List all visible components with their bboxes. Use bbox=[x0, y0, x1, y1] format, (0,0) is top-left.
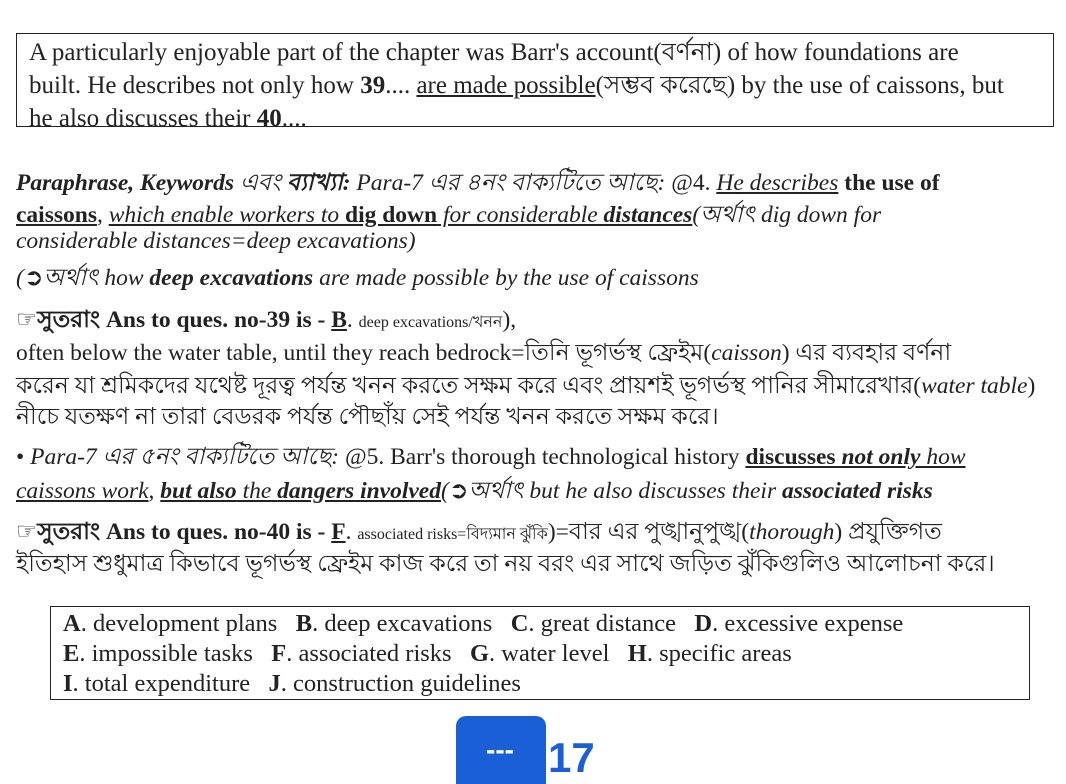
translation-line-1: often below the water table, until they reach bedrock=তিনি ভূগর্ভস্থ ফ্রেইম(caisson) এর ব্যবহার বর্ণনা bbox=[16, 340, 952, 366]
explanation-5-line-2: caissons work, but also the dangers involved(➲অর্থাৎ but he also discusses their associated risks bbox=[16, 476, 933, 504]
page-badge-text: --- bbox=[486, 734, 514, 765]
explanation-5-line-1: • Para-7 এর ৫নং বাক্যটিতে আছে: @5. Barr's thorough technological history discusses not only how bbox=[16, 444, 966, 470]
options-box bbox=[50, 606, 1030, 700]
option-E: E. impossible tasks bbox=[63, 640, 253, 667]
option-G: G. water level bbox=[469, 640, 610, 667]
options-row-2 bbox=[63, 639, 1017, 669]
blank-39: 39 bbox=[360, 72, 386, 99]
option-A: A. development plans bbox=[63, 610, 278, 637]
explanation-line-2: caissons, which enable workers to dig down for considerable distances(অর্থাৎ dig down for bbox=[16, 202, 882, 228]
arrow-icon: ➲ bbox=[448, 476, 469, 504]
passage-box bbox=[16, 33, 1054, 132]
top-divider bbox=[0, 0, 1066, 3]
option-J: J. construction guidelines bbox=[268, 670, 521, 697]
arrow-icon: ➲ bbox=[23, 263, 44, 291]
options-row-1 bbox=[63, 609, 1017, 639]
translation-line-3: নীচে যতক্ষণ না তারা বেডরক পর্যন্ত পৌছাঁয় সেই পর্যন্ত খনন করতে সক্ষম করে। bbox=[16, 404, 719, 430]
explanation-line-4: (➲অর্থাৎ how deep excavations are made possible by the use of caissons bbox=[16, 263, 699, 291]
option-I: I. total expenditure bbox=[63, 670, 251, 697]
option-B: B. deep excavations bbox=[295, 610, 493, 637]
bullet: • bbox=[16, 444, 25, 470]
option-D: D. excessive expense bbox=[694, 610, 904, 637]
answer-40-line-1: ☞সুতরাং Ans to ques. no-40 is - F. associated risks=বিদ্যমান ঝুঁকি)=বার এর পুঙ্খানুপুঙ্খ(thorough) প্রযুক্তিগত bbox=[16, 517, 942, 545]
options-row-3 bbox=[63, 669, 1017, 699]
option-F: F. associated risks bbox=[271, 640, 452, 667]
pointing-hand-icon: ☞ bbox=[16, 517, 38, 545]
option-H: H. specific areas bbox=[627, 640, 792, 667]
answer-39-letter: B bbox=[331, 307, 347, 333]
explanation-line-3: considerable distances=deep excavations) bbox=[16, 228, 416, 254]
answer-39-line: ☞সুতরাং Ans to ques. no-39 is - B. deep excavations/খনন), bbox=[16, 305, 517, 333]
pointing-hand-icon: ☞ bbox=[16, 305, 38, 333]
passage-line-2: built. He describes not only how 39.... are made possible(সম্ভব করেছে) by the use of caissons, but bbox=[29, 72, 1004, 99]
page-number: 17 bbox=[548, 734, 595, 781]
answer-40-letter: F bbox=[331, 519, 346, 545]
answer-40-line-2: ইতিহাস শুধুমাত্র কিভাবে ভূগর্ভস্থ ফ্রেইম কাজ করে তা নয় বরং এর সাথে জড়িত ঝুঁকিগুলিও আলোচনা করে। bbox=[16, 551, 995, 577]
translation-line-2: করেন যা শ্রমিকদের যথেষ্ট দূরত্ব পর্যন্ত খনন করতে সক্ষম করে এবং প্রায়শই ভূগর্ভস্থ পানির সীমারেখার(water table) bbox=[16, 373, 1036, 399]
passage-line-3: he also discusses their 40.... bbox=[29, 105, 307, 132]
blank-40: 40 bbox=[256, 105, 282, 132]
explanation-line-1: Paraphrase, Keywords এবং ব্যাখ্যা: Para-7 এর ৪নং বাক্যটিতে আছে: @4. He describes the use of bbox=[16, 170, 940, 196]
passage-line-1: A particularly enjoyable part of the chapter was Barr's account(বর্ণনা) of how foundations are bbox=[29, 39, 959, 66]
option-C: C. great distance bbox=[510, 610, 677, 637]
